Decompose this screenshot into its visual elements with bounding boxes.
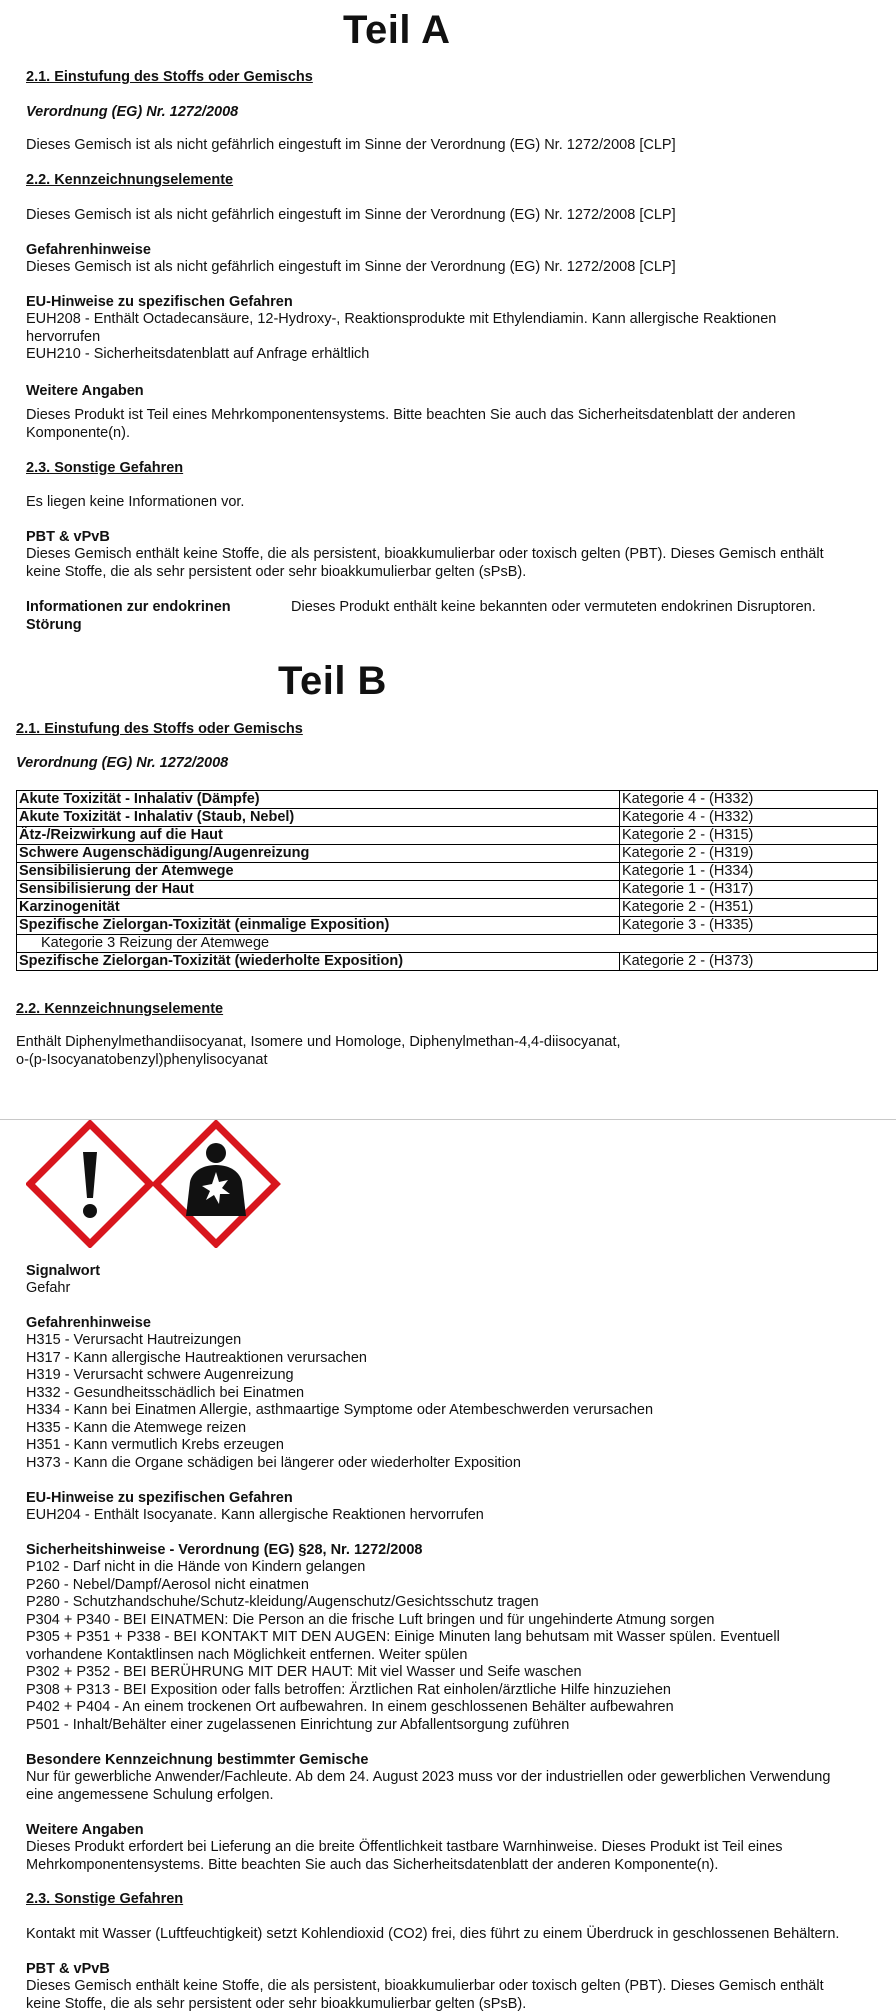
table-row	[17, 881, 878, 899]
part-a-section-2-2-heading: 2.2. Kennzeichnungselemente	[26, 172, 234, 188]
precaution-statement: P280 - Schutzhandschuhe/Schutz-kleidung/Augenschutz/Gesichtsschutz tragen	[26, 1594, 539, 1610]
category-cell: Kategorie 2 - (H351)	[620, 899, 878, 917]
part-a-hazard-text: Dieses Gemisch ist als nicht gefährlich eingestuft im Sinne der Verordnung (EG) Nr. 1272/2008 [CLP]	[26, 259, 676, 275]
part-a-hazard-heading: Gefahrenhinweise	[26, 242, 151, 258]
category-cell: Kategorie 1 - (H317)	[620, 881, 878, 899]
pbt-line: keine Stoffe, die als sehr persistent oder sehr bioakkumulierbar gelten (sPsB).	[26, 563, 527, 580]
further-line: Mehrkomponentensystems. Bitte beachten Sie auch das Sicherheitsdatenblatt der anderen Komponente(n).	[26, 1856, 719, 1873]
eu-line: hervorrufen	[26, 328, 101, 345]
precaution-heading: Sicherheitshinweise - Verordnung (EG) §28, Nr. 1272/2008	[26, 1542, 423, 1558]
hazard-class-cell: Akute Toxizität - Inhalativ (Staub, Nebel)	[17, 809, 620, 827]
hazard-class-cell: Akute Toxizität - Inhalativ (Dämpfe)	[17, 791, 620, 809]
further-line: Komponente(n).	[26, 424, 130, 441]
category-cell: Kategorie 4 - (H332)	[620, 809, 878, 827]
hazard-class-cell: Sensibilisierung der Atemwege	[17, 863, 620, 881]
special-line: Nur für gewerbliche Anwender/Fachleute. Ab dem 24. August 2023 muss vor der industriellen oder gewerblichen Verwendung	[26, 1769, 831, 1785]
table-subrow	[17, 935, 878, 953]
part-a-endocrine-text: Dieses Produkt enthält keine bekannten oder vermuteten endokrinen Disruptoren.	[291, 599, 816, 615]
part-a-pbt-heading: PBT & vPvB	[26, 529, 110, 545]
contains-line: Enthält Diphenylmethandiisocyanat, Isomere und Homologe, Diphenylmethan-4,4-diisocyanat,	[16, 1034, 621, 1050]
part-b-pbt-heading: PBT & vPvB	[26, 1961, 110, 1977]
part-b-further-heading: Weitere Angaben	[26, 1822, 144, 1838]
hazard-class-cell: Spezifische Zielorgan-Toxizität (wiederholte Exposition)	[17, 953, 620, 971]
hazard-class-cell: Schwere Augenschädigung/Augenreizung	[17, 845, 620, 863]
eu-line: EUH208 - Enthält Octadecansäure, 12-Hydroxy-, Reaktionsprodukte mit Ethylendiamin. Kann allergische Reaktionen	[26, 311, 777, 327]
precaution-statements	[26, 1559, 780, 1734]
part-b-eu-text: EUH204 - Enthält Isocyanate. Kann allergische Reaktionen hervorrufen	[26, 1507, 484, 1523]
endocrine-label-line: Informationen zur endokrinen	[26, 599, 231, 615]
part-a-further-text	[26, 407, 795, 442]
table-row	[17, 953, 878, 971]
precaution-statement: vorhandene Kontaktlinsen nach Möglichkeit entfernen. Weiter spülen	[26, 1646, 468, 1663]
table-row	[17, 845, 878, 863]
hazard-statement: H319 - Verursacht schwere Augenreizung	[26, 1367, 294, 1383]
health-hazard-icon	[156, 1124, 276, 1244]
part-a-title: Teil A	[343, 8, 451, 52]
eu-line: EUH210 - Sicherheitsdatenblatt auf Anfrage erhältlich	[26, 346, 370, 362]
part-a-regulation: Verordnung (EG) Nr. 1272/2008	[26, 104, 239, 120]
category-cell: Kategorie 2 - (H319)	[620, 845, 878, 863]
part-a-labelling-text: Dieses Gemisch ist als nicht gefährlich eingestuft im Sinne der Verordnung (EG) Nr. 1272/2008 [CLP]	[26, 207, 676, 223]
part-a-classification-text: Dieses Gemisch ist als nicht gefährlich eingestuft im Sinne der Verordnung (EG) Nr. 1272/2008 [CLP]	[26, 137, 676, 153]
hazard-statement: H335 - Kann die Atemwege reizen	[26, 1419, 247, 1436]
part-b-contains-text	[16, 1034, 621, 1069]
further-line: Dieses Produkt erfordert bei Lieferung an die breite Öffentlichkeit tastbare Warnhinweise. Dieses Produkt ist Teil eines	[26, 1839, 783, 1855]
further-line: Dieses Produkt ist Teil eines Mehrkomponentensystems. Bitte beachten Sie auch das Sicherheitsdatenblatt der anderen	[26, 407, 796, 423]
precaution-statement: P302 + P352 - BEI BERÜHRUNG MIT DER HAUT: Mit viel Wasser und Seife waschen	[26, 1664, 582, 1680]
table-row	[17, 863, 878, 881]
part-a-section-2-3-heading: 2.3. Sonstige Gefahren	[26, 460, 184, 476]
pbt-line: keine Stoffe, die als sehr persistent oder sehr bioakkumulierbar gelten (sPsB).	[26, 1995, 527, 2012]
sub-category-cell: Kategorie 3 Reizung der Atemwege	[17, 935, 878, 953]
special-labelling-heading: Besondere Kennzeichnung bestimmter Gemische	[26, 1752, 369, 1768]
table-row	[17, 809, 878, 827]
category-cell: Kategorie 4 - (H332)	[620, 791, 878, 809]
pbt-line: Dieses Gemisch enthält keine Stoffe, die als persistent, bioakkumulierbar oder toxisch gelten (PBT). Dieses Gemisch enthält	[26, 1978, 824, 1994]
hazard-statement: H334 - Kann bei Einatmen Allergie, asthmaartige Symptome oder Atembeschwerden verursachen	[26, 1402, 654, 1418]
hazard-statement: H332 - Gesundheitsschädlich bei Einatmen	[26, 1384, 305, 1401]
part-b-hazard-heading: Gefahrenhinweise	[26, 1315, 151, 1331]
hazard-statement: H373 - Kann die Organe schädigen bei längerer oder wiederholter Exposition	[26, 1454, 521, 1471]
hazard-class-cell: Sensibilisierung der Haut	[17, 881, 620, 899]
hazard-class-cell: Ätz-/Reizwirkung auf die Haut	[17, 827, 620, 845]
ghs-pictograms	[26, 1120, 282, 1248]
part-a-other-hazards-text: Es liegen keine Informationen vor.	[26, 494, 245, 510]
precaution-statement: P304 + P340 - BEI EINATMEN: Die Person an die frische Luft bringen und für ungehinderte Atmung sorgen	[26, 1611, 715, 1628]
table-row	[17, 791, 878, 809]
hazard-statement: H315 - Verursacht Hautreizungen	[26, 1332, 242, 1348]
part-b-section-2-1-heading: 2.1. Einstufung des Stoffs oder Gemischs	[16, 721, 303, 737]
precaution-statement: P102 - Darf nicht in die Hände von Kindern gelangen	[26, 1559, 366, 1575]
part-b-eu-heading: EU-Hinweise zu spezifischen Gefahren	[26, 1490, 293, 1506]
precaution-statement: P308 + P313 - BEI Exposition oder falls betroffen: Ärztlichen Rat einholen/ärztliche Hilfe hinzuziehen	[26, 1681, 671, 1698]
part-b-title: Teil B	[278, 659, 387, 703]
part-b-regulation: Verordnung (EG) Nr. 1272/2008	[16, 755, 229, 771]
endocrine-label-line: Störung	[26, 616, 82, 633]
hazard-statement: H317 - Kann allergische Hautreaktionen verursachen	[26, 1349, 367, 1366]
category-cell: Kategorie 2 - (H315)	[620, 827, 878, 845]
special-line: eine angemessene Schulung erfolgen.	[26, 1786, 274, 1803]
category-cell: Kategorie 2 - (H373)	[620, 953, 878, 971]
pbt-line: Dieses Gemisch enthält keine Stoffe, die als persistent, bioakkumulierbar oder toxisch gelten (PBT). Dieses Gemisch enthält	[26, 546, 824, 562]
part-b-other-hazards-text: Kontakt mit Wasser (Luftfeuchtigkeit) setzt Kohlendioxid (CO2) frei, dies führt zu einem Überdruck in geschlossenen Behältern.	[26, 1926, 840, 1942]
part-a-further-heading: Weitere Angaben	[26, 383, 144, 399]
classification-table	[16, 790, 878, 971]
pictogram-svg	[26, 1120, 282, 1248]
category-cell: Kategorie 3 - (H335)	[620, 917, 878, 935]
part-a-eu-statements	[26, 311, 776, 364]
part-a-section-2-1-heading: 2.1. Einstufung des Stoffs oder Gemischs	[26, 69, 313, 85]
hazard-class-cell: Karzinogenität	[17, 899, 620, 917]
exclamation-mark-icon	[30, 1124, 150, 1244]
hazard-class-cell: Spezifische Zielorgan-Toxizität (einmalige Exposition)	[17, 917, 620, 935]
category-cell: Kategorie 1 - (H334)	[620, 863, 878, 881]
signal-word-heading: Signalwort	[26, 1263, 101, 1279]
table-row	[17, 899, 878, 917]
signal-word: Gefahr	[26, 1280, 71, 1296]
table-row	[17, 917, 878, 935]
table-row	[17, 827, 878, 845]
part-b-further-text	[26, 1839, 783, 1874]
precaution-statement: P501 - Inhalt/Behälter einer zugelassenen Einrichtung zur Abfallentsorgung zuführen	[26, 1716, 570, 1733]
hazard-statements	[26, 1332, 653, 1472]
contains-line: o-(p-Isocyanatobenzyl)phenylisocyanat	[16, 1051, 268, 1068]
part-b-section-2-2-heading: 2.2. Kennzeichnungselemente	[16, 1001, 224, 1017]
part-a-endocrine-label	[26, 599, 231, 634]
part-a-eu-heading: EU-Hinweise zu spezifischen Gefahren	[26, 294, 293, 310]
precaution-statement: P305 + P351 + P338 - BEI KONTAKT MIT DEN AUGEN: Einige Minuten lang behutsam mit Wasser spülen. Eventuell	[26, 1629, 780, 1645]
special-labelling-text	[26, 1769, 830, 1804]
precaution-statement: P260 - Nebel/Dampf/Aerosol nicht einatmen	[26, 1576, 309, 1593]
part-b-section-2-3-heading: 2.3. Sonstige Gefahren	[26, 1891, 184, 1907]
part-b-pbt-text	[26, 1978, 824, 2013]
hazard-statement: H351 - Kann vermutlich Krebs erzeugen	[26, 1437, 284, 1453]
precaution-statement: P402 + P404 - An einem trockenen Ort aufbewahren. In einem geschlossenen Behälter aufbewahren	[26, 1699, 674, 1715]
part-a-pbt-text	[26, 546, 824, 581]
